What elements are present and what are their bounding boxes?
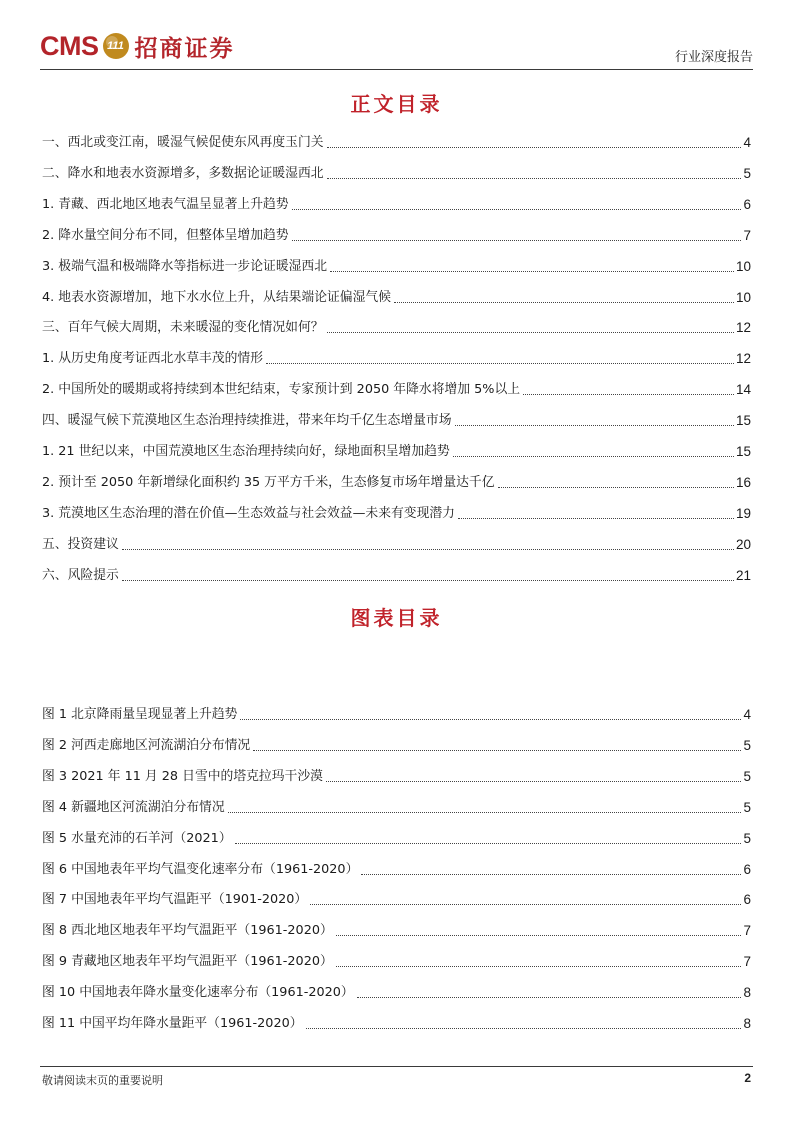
toc-entry[interactable] [42,348,751,368]
figure-entry-text: 图 7 中国地表年平均气温距平（1901-2020） [42,892,308,908]
toc-entry-text: 五、投资建议 [42,536,119,552]
page-header [40,26,753,68]
dot-leader [327,331,734,333]
dot-leader [228,811,742,813]
toc-entry[interactable] [42,225,751,245]
figure-entry-page: 8 [743,985,751,1001]
figure-entry-page: 5 [743,799,751,815]
figure-entry-text: 图 6 中国地表年平均气温变化速率分布（1961-2020） [42,861,359,877]
toc-entry[interactable] [42,194,751,214]
footer-disclaimer-note: 敬请阅读末页的重要说明 [42,1074,163,1087]
toc-entry-page: 12 [735,351,751,367]
toc-entry-text: 2. 降水量空间分布不同，但整体呈增加趋势 [42,227,289,243]
figure-entry-text: 图 8 西北地区地表年平均气温距平（1961-2020） [42,923,333,939]
figure-entry-text: 图 2 河西走廊地区河流湖泊分布情况 [42,737,251,753]
figure-entry-page: 5 [743,737,751,753]
toc-entry-text: 3. 荒漠地区生态治理的潜在价值—生态效益与社会效益—未来有变现潜力 [42,505,455,521]
figure-entry-page: 7 [743,923,751,939]
dot-leader [310,903,741,905]
toc-entry[interactable] [42,132,751,152]
figure-entry[interactable] [42,920,751,940]
toc-entry-page: 15 [735,444,751,459]
dot-leader [458,517,734,519]
logo-mark-text: 111 [107,40,124,52]
footer-divider [40,1066,753,1067]
dot-leader [292,239,742,241]
figure-entry-page: 8 [743,1016,751,1031]
logo-cms-text: CMS [40,30,99,61]
toc-entry-page: 10 [735,258,751,274]
toc-entry-page: 5 [743,165,751,181]
figure-entry[interactable] [42,951,751,971]
dot-leader [336,934,742,936]
dot-leader [235,842,742,844]
toc-entry[interactable] [42,410,751,430]
toc-entry[interactable] [42,379,751,399]
toc-entry-page: 20 [735,536,751,552]
toc-entry[interactable] [42,472,751,492]
dot-leader [253,749,741,751]
figure-entry-page: 4 [743,707,751,722]
toc-entry-text: 4. 地表水资源增加，地下水水位上升，从结果端论证偏湿气候 [42,289,391,305]
figure-entry[interactable] [42,766,751,786]
toc-entry-text: 2. 中国所处的暖期或将持续到本世纪结束，专家预计到 2050 年降水将增加 5%以上 [42,382,521,398]
dot-leader [327,177,742,179]
figure-entry-page: 7 [743,954,751,970]
figure-entry-text: 图 4 新疆地区河流湖泊分布情况 [42,799,225,815]
dot-leader [327,146,742,148]
toc-entry-page: 15 [735,413,751,429]
dot-leader [330,270,734,272]
dot-leader [523,393,734,395]
toc-entry-page: 4 [743,135,751,150]
toc-entry-page: 7 [743,227,751,243]
dot-leader [266,362,734,364]
toc-entry[interactable] [42,565,751,585]
figure-entry[interactable] [42,859,751,879]
toc-entry-page: 12 [735,320,751,336]
toc-entry-text: 一、西北或变江南，暖湿气候促使东风再度玉门关 [42,135,324,150]
toc-entry[interactable] [42,317,751,337]
toc-entry[interactable] [42,256,751,276]
toc-entry-page: 6 [743,196,751,212]
dot-leader [357,996,742,998]
dot-leader [306,1027,742,1029]
logo-company-name: 招商证券 [134,35,235,62]
toc-entry-text: 四、暖湿气候下荒漠地区生态治理持续推进，带来年均千亿生态增量市场 [42,413,452,429]
figure-entry[interactable] [42,828,751,848]
figure-entry-text: 图 9 青藏地区地表年平均气温距平（1961-2020） [42,954,333,970]
toc-heading: 正文目录 [350,92,443,116]
header-divider [40,69,753,70]
toc-entry-text: 1. 21 世纪以来，中国荒漠地区生态治理持续向好，绿地面积呈增加趋势 [42,444,450,459]
toc-entry[interactable] [42,287,751,307]
dot-leader [455,424,734,426]
dot-leader [453,455,734,457]
figure-entry-page: 6 [743,892,751,908]
toc-entry-text: 2. 预计至 2050 年新增绿化面积约 35 万平方千米，生态修复市场年增量达千亿 [42,474,495,490]
toc-entry[interactable] [42,441,751,461]
report-type-label: 行业深度报告 [674,50,753,65]
toc-entry-text: 1. 从历史角度考证西北水草丰茂的情形 [42,351,264,367]
toc-entry-page: 16 [735,474,751,490]
toc-entry-text: 六、风险提示 [42,567,119,583]
figure-entry-text: 图 1 北京降雨量呈现显著上升趋势 [42,707,238,722]
toc-entry-page: 19 [735,505,751,521]
figure-entry-text: 图 5 水量充沛的石羊河（2021） [42,830,232,846]
dot-leader [336,965,742,967]
figure-entry[interactable] [42,982,751,1002]
toc-entry[interactable] [42,163,751,183]
toc-entry-text: 三、百年气候大周期，未来暖湿的变化情况如何？ [42,320,324,336]
dot-leader [292,208,742,210]
figure-list-heading: 图表目录 [350,606,443,630]
dot-leader [394,301,734,303]
dot-leader [361,873,741,875]
figure-entry-page: 5 [743,768,751,784]
cms-logo [40,26,235,66]
toc-entry-text: 二、降水和地表水资源增多，多数据论证暖湿西北 [42,165,324,181]
figure-entry-text: 图 3 2021 年 11 月 28 日雪中的塔克拉玛干沙漠 [42,768,323,784]
dot-leader [122,579,734,581]
toc-entry-page: 14 [735,382,751,398]
footer-page-number: 2 [744,1071,751,1085]
toc-entry[interactable] [42,534,751,554]
logo-mark-icon [103,33,129,59]
figure-entry-page: 6 [743,861,751,877]
toc-entry-page: 10 [735,289,751,305]
toc-entry-page: 21 [735,567,751,583]
figure-entry[interactable] [42,735,751,755]
dot-leader [240,718,741,720]
toc-entry-text: 1. 青藏、西北地区地表气温呈显著上升趋势 [42,196,289,212]
figure-entry-text: 图 11 中国平均年降水量距平（1961-2020） [42,1016,303,1031]
toc-entry[interactable] [42,503,751,523]
dot-leader [498,486,734,488]
figure-entry-page: 5 [743,830,751,846]
dot-leader [122,548,734,550]
dot-leader [326,780,742,782]
figure-entry[interactable] [42,704,751,724]
figure-entry[interactable] [42,1013,751,1033]
figure-entry[interactable] [42,797,751,817]
figure-entry[interactable] [42,889,751,909]
toc-entry-text: 3. 极端气温和极端降水等指标进一步论证暖湿西北 [42,258,328,274]
figure-entry-text: 图 10 中国地表年降水量变化速率分布（1961-2020） [42,985,354,1001]
